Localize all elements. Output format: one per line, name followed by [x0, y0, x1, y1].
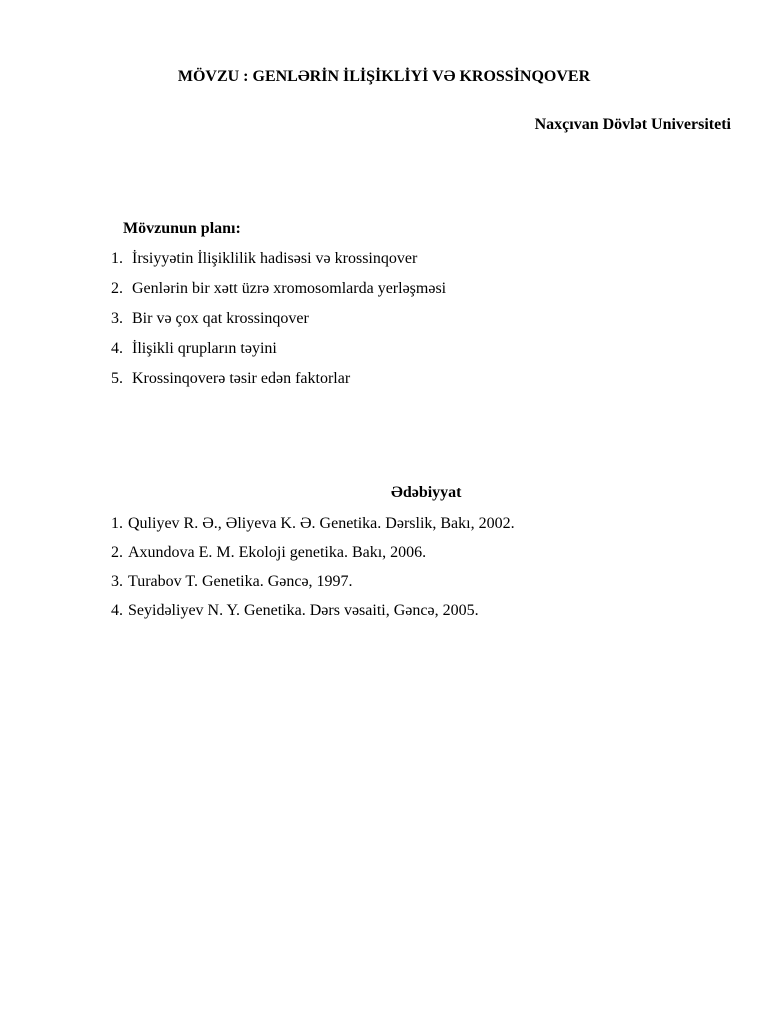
reference-item [111, 543, 515, 572]
plan-item [111, 279, 446, 309]
reference-text: Seyidəliyev N. Y. Genetika. Dərs vəsaiti, Gəncə, 2005. [128, 602, 479, 619]
plan-item-text: Krossinqoverə təsir edən faktorlar [132, 370, 351, 387]
reference-item [111, 572, 515, 601]
plan-item-number: 3. [111, 310, 123, 327]
reference-number: 2. [111, 544, 123, 561]
document-title: MÖVZU : GENLƏRİN İLİŞİKLİYİ VƏ KROSSİNQOVER [177, 68, 591, 85]
plan-item [111, 369, 446, 399]
plan-item-text: Bir və çox qat krossinqover [132, 310, 309, 327]
plan-item [111, 339, 446, 369]
institution-name: Naxçıvan Dövlət Universiteti [534, 116, 731, 133]
reference-number: 4. [111, 602, 123, 619]
plan-item [111, 249, 446, 279]
reference-text: Quliyev R. Ə., Əliyeva K. Ə. Genetika. Dərslik, Bakı, 2002. [128, 515, 515, 532]
reference-item [111, 601, 515, 630]
reference-number: 3. [111, 573, 123, 590]
reference-text: Axundova E. M. Ekoloji genetika. Bakı, 2006. [128, 544, 427, 561]
plan-item-number: 5. [111, 370, 123, 387]
plan-item-number: 2. [111, 280, 123, 297]
plan-list [111, 249, 446, 399]
reference-item [111, 514, 515, 543]
plan-item-text: Genlərin bir xətt üzrə xromosomlarda yerləşməsi [132, 280, 447, 297]
plan-item-number: 1. [111, 250, 123, 267]
plan-item-text: İlişikli qrupların təyini [132, 340, 277, 357]
plan-item-text: İrsiyyətin İlişiklilik hadisəsi və krossinqover [132, 250, 418, 267]
reference-number: 1. [111, 515, 123, 532]
references-list [111, 514, 515, 630]
plan-item [111, 309, 446, 339]
plan-heading: Mövzunun planı: [123, 220, 241, 237]
plan-item-number: 4. [111, 340, 123, 357]
references-heading: Ədəbiyyat [391, 484, 462, 501]
reference-text: Turabov T. Genetika. Gəncə, 1997. [128, 573, 353, 590]
